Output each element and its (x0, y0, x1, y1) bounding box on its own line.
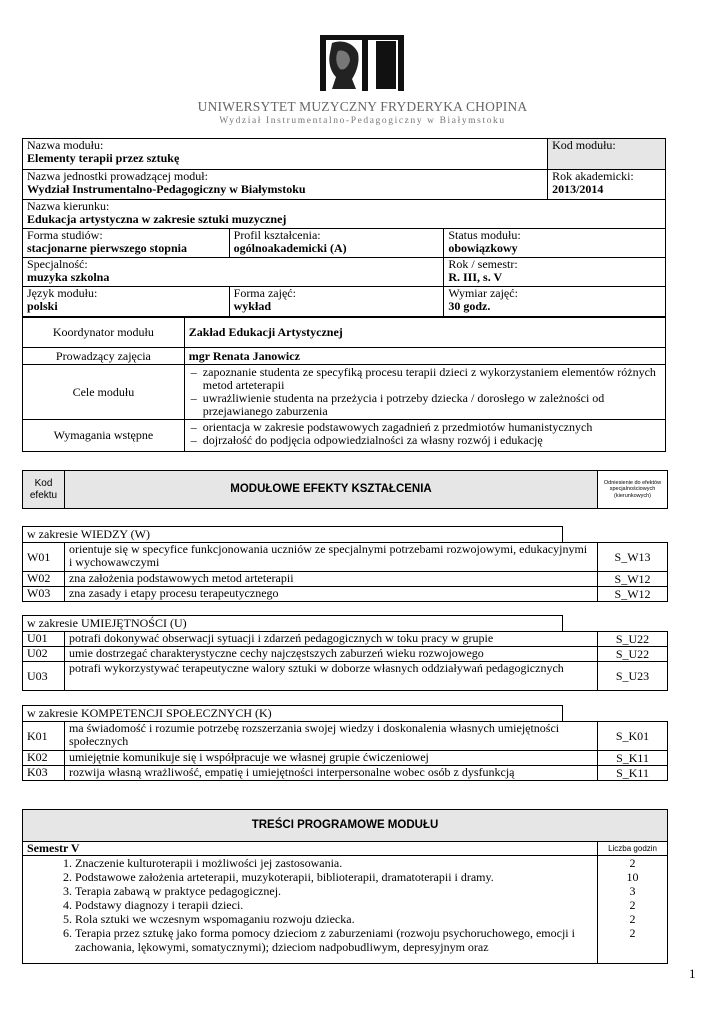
requirements-label: Wymagania wstępne (23, 420, 185, 452)
year-semester-cell (444, 258, 666, 287)
effect-code: K01 (23, 722, 65, 751)
effect-reference: S_K11 (598, 766, 668, 781)
profile: ogólnoakademicki (A) (233, 241, 347, 255)
effect-reference: S_K11 (598, 751, 668, 766)
competences-table (22, 721, 668, 781)
effects-title: MODUŁOWE EFEKTY KSZTAŁCENIA (64, 471, 597, 509)
study-form: stacjonarne pierwszego stopnia (27, 241, 187, 255)
effects-header-table (22, 470, 668, 509)
effect-text: umiejętnie komunikuje się i współpracuje we własnej grupie ćwiczeniowej (64, 751, 597, 766)
effects-reference-header: Odniesienie do efektów specjalnościowych (kierunkowych) (598, 471, 668, 509)
effect-text: umie dostrzegać charakterystyczne cechy najczęstszych zaburzeń wieku rozwojowego (64, 647, 597, 662)
effect-text: zna założenia podstawowych metod arteterapii (64, 572, 597, 587)
module-code-label: Kod modułu: (552, 138, 616, 152)
effect-reference: S_W12 (598, 587, 668, 602)
coordinator-label: Koordynator modułu (23, 318, 185, 348)
unit-label: Nazwa jednostki prowadzącej moduł: (27, 169, 208, 183)
topic-hours: 2 (629, 856, 636, 870)
module-name-label: Nazwa modułu: (27, 138, 104, 152)
class-form-label: Forma zajęć: (233, 286, 296, 300)
status-label: Status modułu: (448, 228, 521, 242)
effect-reference: S_W13 (598, 543, 668, 572)
profile-cell (229, 229, 444, 258)
effect-code: U01 (23, 632, 65, 647)
module-info-table (22, 138, 666, 317)
module-name: Elementy terapii przez sztukę (27, 151, 180, 165)
effect-text: potrafi dokonywać obserwacji sytuacji i zdarzeń pedagogicznych w toku pracy w grupie (64, 632, 597, 647)
competences-section-label: w zakresie KOMPETENCJI SPOŁECZNYCH (K) (22, 705, 563, 721)
academic-year: 2013/2014 (552, 182, 604, 196)
hours-cell-list (598, 856, 668, 964)
topic-hours: 2 (629, 912, 636, 926)
topic-hours: 2 (629, 898, 636, 912)
status: obowiązkowy (448, 241, 518, 255)
specialty-label: Specjalność: (27, 257, 88, 271)
topic-item: 4. Podstawy diagnozy i terapii dzieci. (75, 898, 593, 912)
knowledge-section-label: w zakresie WIEDZY (W) (22, 526, 563, 542)
lecturer-label: Prowadzący zajęcia (23, 348, 185, 365)
topic-hours: 10 (626, 870, 639, 884)
requirements-cell (184, 420, 665, 452)
field-cell (23, 200, 666, 229)
skills-table (22, 631, 668, 691)
goals-label: Cele modułu (23, 365, 185, 420)
goal-item: – zapoznanie studenta ze specyfiką procesu terapii dzieci z wykorzystaniem elementów różnych metod arteterapii (189, 366, 661, 392)
hours: 30 godz. (448, 299, 491, 313)
study-form-label: Forma studiów: (27, 228, 103, 242)
page-number: 1 (689, 966, 696, 981)
status-cell (444, 229, 666, 258)
effect-reference: S_W12 (598, 572, 668, 587)
year-semester: R. III, s. V (448, 270, 503, 284)
module-details-table (22, 317, 666, 452)
topic-item: 2. Podstawowe założenia arteterapii, muzykoterapii, biblioterapii, dramatoterapii i dramy. (75, 870, 593, 884)
coordinator: Zakład Edukacji Artystycznej (184, 318, 665, 348)
effect-code: K03 (23, 766, 65, 781)
field-label: Nazwa kierunku: (27, 199, 110, 213)
effect-reference: S_U22 (598, 632, 668, 647)
goals-cell (184, 365, 665, 420)
class-form: wykład (233, 299, 271, 313)
effect-text: orientuje się w specyfice funkcjonowania uczniów ze specjalnymi potrzebami rozwojowymi, edukacyjnymi i wychowawczymi (64, 543, 597, 572)
study-form-cell (23, 229, 230, 258)
hours-label: Wymiar zajęć: (448, 286, 518, 300)
university-logo-icon (318, 33, 406, 93)
goal-item: – uwrażliwienie studenta na przeżycia i potrzeby dziecka / dorosłego w zależności od przejawianego zaburzenia (189, 392, 661, 418)
effect-text: rozwija własną wrażliwość, empatię i umiejętności interpersonalne wobec osób z dysfunkcją (64, 766, 597, 781)
requirement-item: – orientacja w zakresie podstawowych zagadnień z przedmiotów humanistycznych (189, 421, 661, 434)
hours-column-label: Liczba godzin (598, 842, 668, 856)
effect-reference: S_U23 (598, 662, 668, 691)
effect-text: zna zasady i etapy procesu terapeutycznego (64, 587, 597, 602)
lecturer: mgr Renata Janowicz (184, 348, 665, 365)
hours-cell (444, 287, 666, 317)
academic-year-cell (548, 170, 666, 200)
module-name-cell (23, 139, 548, 170)
effect-code: W03 (23, 587, 65, 602)
effect-code: K02 (23, 751, 65, 766)
university-name: UNIWERSYTET MUZYCZNY FRYDERYKA CHOPINA (197, 99, 528, 114)
specialty-cell (23, 258, 444, 287)
effect-reference: S_U22 (598, 647, 668, 662)
module-code-cell (548, 139, 666, 170)
effect-reference: S_K01 (598, 722, 668, 751)
unit-cell (23, 170, 548, 200)
language: polski (27, 299, 58, 313)
profile-label: Profil kształcenia: (233, 228, 321, 242)
knowledge-table (22, 542, 668, 602)
program-table (22, 809, 668, 964)
department-name: Wydział Instrumentalno-Pedagogiczny w Białymstoku (219, 116, 506, 126)
topics-cell (23, 856, 598, 964)
topic-item: 1. Znaczenie kulturoterapii i możliwości jej zastosowania. (75, 856, 593, 870)
field-name: Edukacja artystyczna w zakresie sztuki muzycznej (27, 212, 287, 226)
effect-text: potrafi wykorzystywać terapeutyczne walory sztuki w doborze własnych oddziaływań pedagogicznych (64, 662, 597, 691)
unit-name: Wydział Instrumentalno-Pedagogiczny w Białymstoku (27, 182, 306, 196)
topic-hours: 2 (629, 926, 636, 940)
effect-code: U02 (23, 647, 65, 662)
program-title: TREŚCI PROGRAMOWE MODUŁU (23, 810, 668, 842)
effect-code: W02 (23, 572, 65, 587)
effect-code: W01 (23, 543, 65, 572)
topic-item: 6. Terapia przez sztukę jako forma pomocy dzieciom z zaburzeniami (rozwoju psychoruchowego, emocji i zachowania, lękowymi, somatycznymi); dzieciom nadpobudliwym, depresyjnym oraz (75, 926, 593, 954)
academic-year-label: Rok akademicki: (552, 169, 634, 183)
language-label: Język modułu: (27, 286, 98, 300)
language-cell (23, 287, 230, 317)
topic-hours: 3 (629, 884, 636, 898)
specialty: muzyka szkolna (27, 270, 110, 284)
effect-code: U03 (23, 662, 65, 691)
topic-item: 5. Rola sztuki we wczesnym wspomaganiu rozwoju dziecka. (75, 912, 593, 926)
effect-code-header: Kod efektu (23, 471, 65, 509)
topic-item: 3. Terapia zabawą w praktyce pedagogicznej. (75, 884, 593, 898)
skills-section-label: w zakresie UMIEJĘTNOŚCI (U) (22, 615, 563, 631)
effect-text: ma świadomość i rozumie potrzebę rozszerzania swojej wiedzy i doskonalenia własnych umiejętności społecznych (64, 722, 597, 751)
semester-label: Semestr V (23, 842, 598, 856)
year-semester-label: Rok / semestr: (448, 257, 518, 271)
class-form-cell (229, 287, 444, 317)
requirement-item: – dojrzałość do podjęcia odpowiedzialności za własny rozwój i edukację (189, 434, 661, 447)
